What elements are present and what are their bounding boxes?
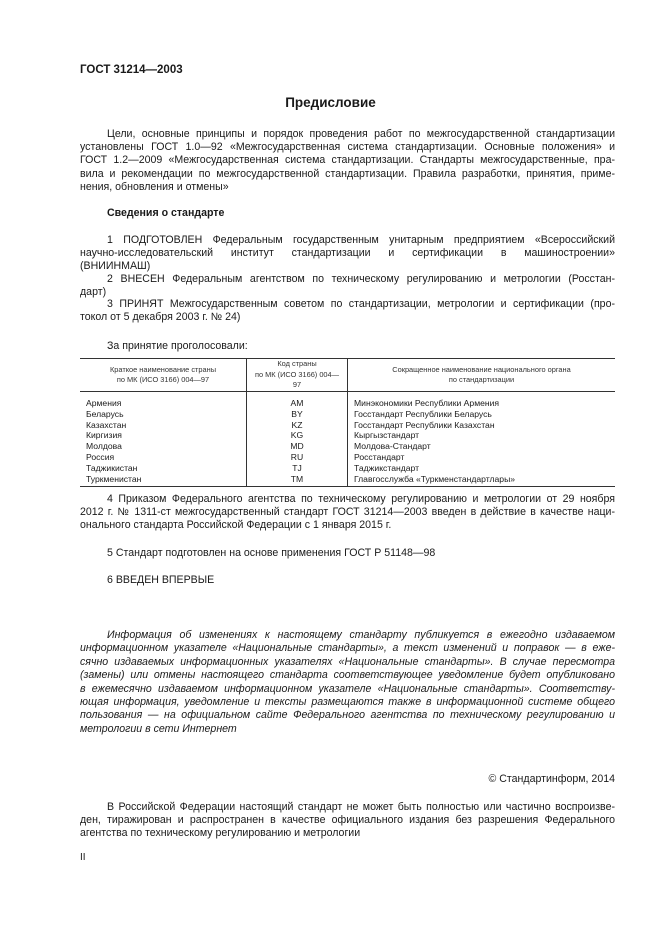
item-2 xyxy=(80,273,615,299)
info-line: (замены) или отмены настоящего стандарта соответствующее уведомление будет опубликовано xyxy=(80,669,615,682)
item-1 xyxy=(80,234,615,274)
info-line: информационном указателе «Национальные стандарты», а текст изменений и поправок — в еже- xyxy=(80,642,615,655)
cell-organ: Минэкономики Республики Армения xyxy=(354,398,500,408)
col-header-line: Код страны xyxy=(277,359,317,369)
cell-code: AM xyxy=(247,392,348,409)
cell-code: BY xyxy=(247,409,348,420)
info-line: пользования — на официальном сайте Федерального агентства по техническому регулированию и xyxy=(80,709,615,722)
cell-code: KG xyxy=(247,430,348,441)
cell-code: RU xyxy=(247,452,348,463)
item-6: 6 ВВЕДЕН ВПЕРВЫЕ xyxy=(107,574,215,586)
page-number: II xyxy=(80,852,86,863)
info-line: ющая информация, уведомление и тексты размещаются также в информационной системе общего xyxy=(80,696,615,709)
info-block xyxy=(80,629,615,736)
col-header-line: Сокращенное наименование национального органа xyxy=(392,364,571,374)
intro-line: Цели, основные принципы и порядок проведения работ по межгосударственной стандартизации xyxy=(107,128,615,140)
item-3 xyxy=(80,298,615,324)
item-2-line: дарт) xyxy=(80,286,107,299)
cell-country: Армения xyxy=(80,392,247,409)
intro-paragraph xyxy=(80,128,615,194)
cell-organ: Таджикстандарт xyxy=(354,462,420,473)
intro-line: установлены ГОСТ 1.0—92 «Межгосударственная система стандартизации. Основные положения» и xyxy=(80,141,615,154)
cell-organ: Главгосслужба «Туркменстандартлары» xyxy=(348,474,616,487)
table-row xyxy=(80,474,615,487)
item-3-line: 3 ПРИНЯТ Межгосударственным советом по стандартизации, метрологии и сертификации (про- xyxy=(107,298,615,310)
cell-organ: Госстандарт Республики Беларусь xyxy=(354,408,492,419)
table-header-row xyxy=(80,359,615,392)
info-line: сячно издаваемых информационных указателях «Национальные стандарты». В случае пересмотра xyxy=(80,655,615,668)
notice-line: В Российской Федерации настоящий стандарт не может быть полностью или частично воспроизве- xyxy=(107,801,615,813)
table-row xyxy=(80,409,615,420)
item-4-line: 4 Приказом Федерального агентства по техническому регулированию и метрологии от 29 ноября xyxy=(107,493,615,505)
page-title: Предисловие xyxy=(285,95,376,110)
notice-line: агентства по техническому регулированию и метрологии xyxy=(80,827,361,840)
item-5: 5 Стандарт подготовлен на основе применения ГОСТ Р 51148—98 xyxy=(107,547,436,559)
item-4-line: 2012 г. № 1311-ст межгосударственный стандарт ГОСТ 31214—2003 введен в действие в качестве наци- xyxy=(80,506,615,519)
col-header-line: по МК (ИСО 3166) 004—97 xyxy=(116,375,210,384)
intro-line: ГОСТ 1.2—2009 «Межгосударственная система стандартизации. Стандарты межгосударственные, пра- xyxy=(80,154,615,167)
cell-country: Таджикистан xyxy=(80,463,247,474)
cell-organ: Молдова-Стандарт xyxy=(354,441,431,452)
cell-country: Казахстан xyxy=(80,420,247,431)
item-3-line: токол от 5 декабря 2003 г. № 24) xyxy=(80,311,241,324)
reproduction-notice xyxy=(80,801,615,841)
cell-code: TJ xyxy=(247,463,348,474)
table-row xyxy=(80,430,615,441)
notice-line: ден, тиражирован и распространен в качестве официального издания без разрешения Федерального xyxy=(80,814,615,827)
col-header-line: по стандартизации xyxy=(448,375,515,384)
col-header-line: по МК (ИСО 3166) 004—97 xyxy=(254,369,340,390)
col-header-country xyxy=(80,359,247,392)
copyright: © Стандартинформ, 2014 xyxy=(488,773,615,785)
info-line: метрологии в сети Интернет xyxy=(80,722,237,735)
table-row xyxy=(80,463,615,474)
cell-organ: Росстандарт xyxy=(354,451,405,462)
cell-country: Россия xyxy=(80,452,247,463)
cell-country: Киргизия xyxy=(80,430,247,441)
section-heading: Сведения о стандарте xyxy=(107,207,225,219)
table-row xyxy=(80,420,615,431)
col-header-code xyxy=(247,359,348,392)
intro-line: нения, обновления и отмены» xyxy=(80,180,229,193)
table-row xyxy=(80,452,615,463)
cell-code: KZ xyxy=(247,420,348,431)
item-4-line: онального стандарта Российской Федерации с 1 января 2015 г. xyxy=(80,519,392,532)
item-1-line: научно-исследовательский институт стандартизации и сертификации в машиностроении» xyxy=(80,247,615,260)
item-2-line: 2 ВНЕСЕН Федеральным агентством по техническому регулированию и метрологии (Росстан- xyxy=(107,273,615,285)
cell-code: MD xyxy=(247,441,348,452)
item-1-line: 1 ПОДГОТОВЛЕН Федеральным государственным унитарным предприятием «Всероссийский xyxy=(107,234,615,246)
cell-country: Туркменистан xyxy=(80,474,247,487)
table-row xyxy=(80,392,615,409)
info-line: Информация об изменениях к настоящему стандарту публикуется в ежегодно издаваемом xyxy=(107,629,615,641)
item-4 xyxy=(80,493,615,533)
cell-organ: Кыргызстандарт xyxy=(354,430,420,441)
intro-line: вила и рекомендации по межгосударственной стандартизации. Правила разработки, принятия, приме- xyxy=(80,167,615,180)
info-line: в ежемесячно издаваемом информационном указателе «Национальные стандарты». Соответству- xyxy=(80,682,615,695)
cell-country: Молдова xyxy=(80,441,247,452)
col-header-line: Краткое наименование страны xyxy=(109,364,217,374)
table-row xyxy=(80,441,615,452)
countries-table xyxy=(80,358,615,487)
document-header: ГОСТ 31214—2003 xyxy=(80,64,183,76)
col-header-organ xyxy=(348,359,616,392)
cell-organ: Госстандарт Республики Казахстан xyxy=(354,419,495,430)
vote-label: За принятие проголосовали: xyxy=(107,340,248,352)
cell-code: TM xyxy=(247,474,348,487)
cell-country: Беларусь xyxy=(80,409,247,420)
item-1-line: (ВНИИНМАШ) xyxy=(80,260,151,273)
